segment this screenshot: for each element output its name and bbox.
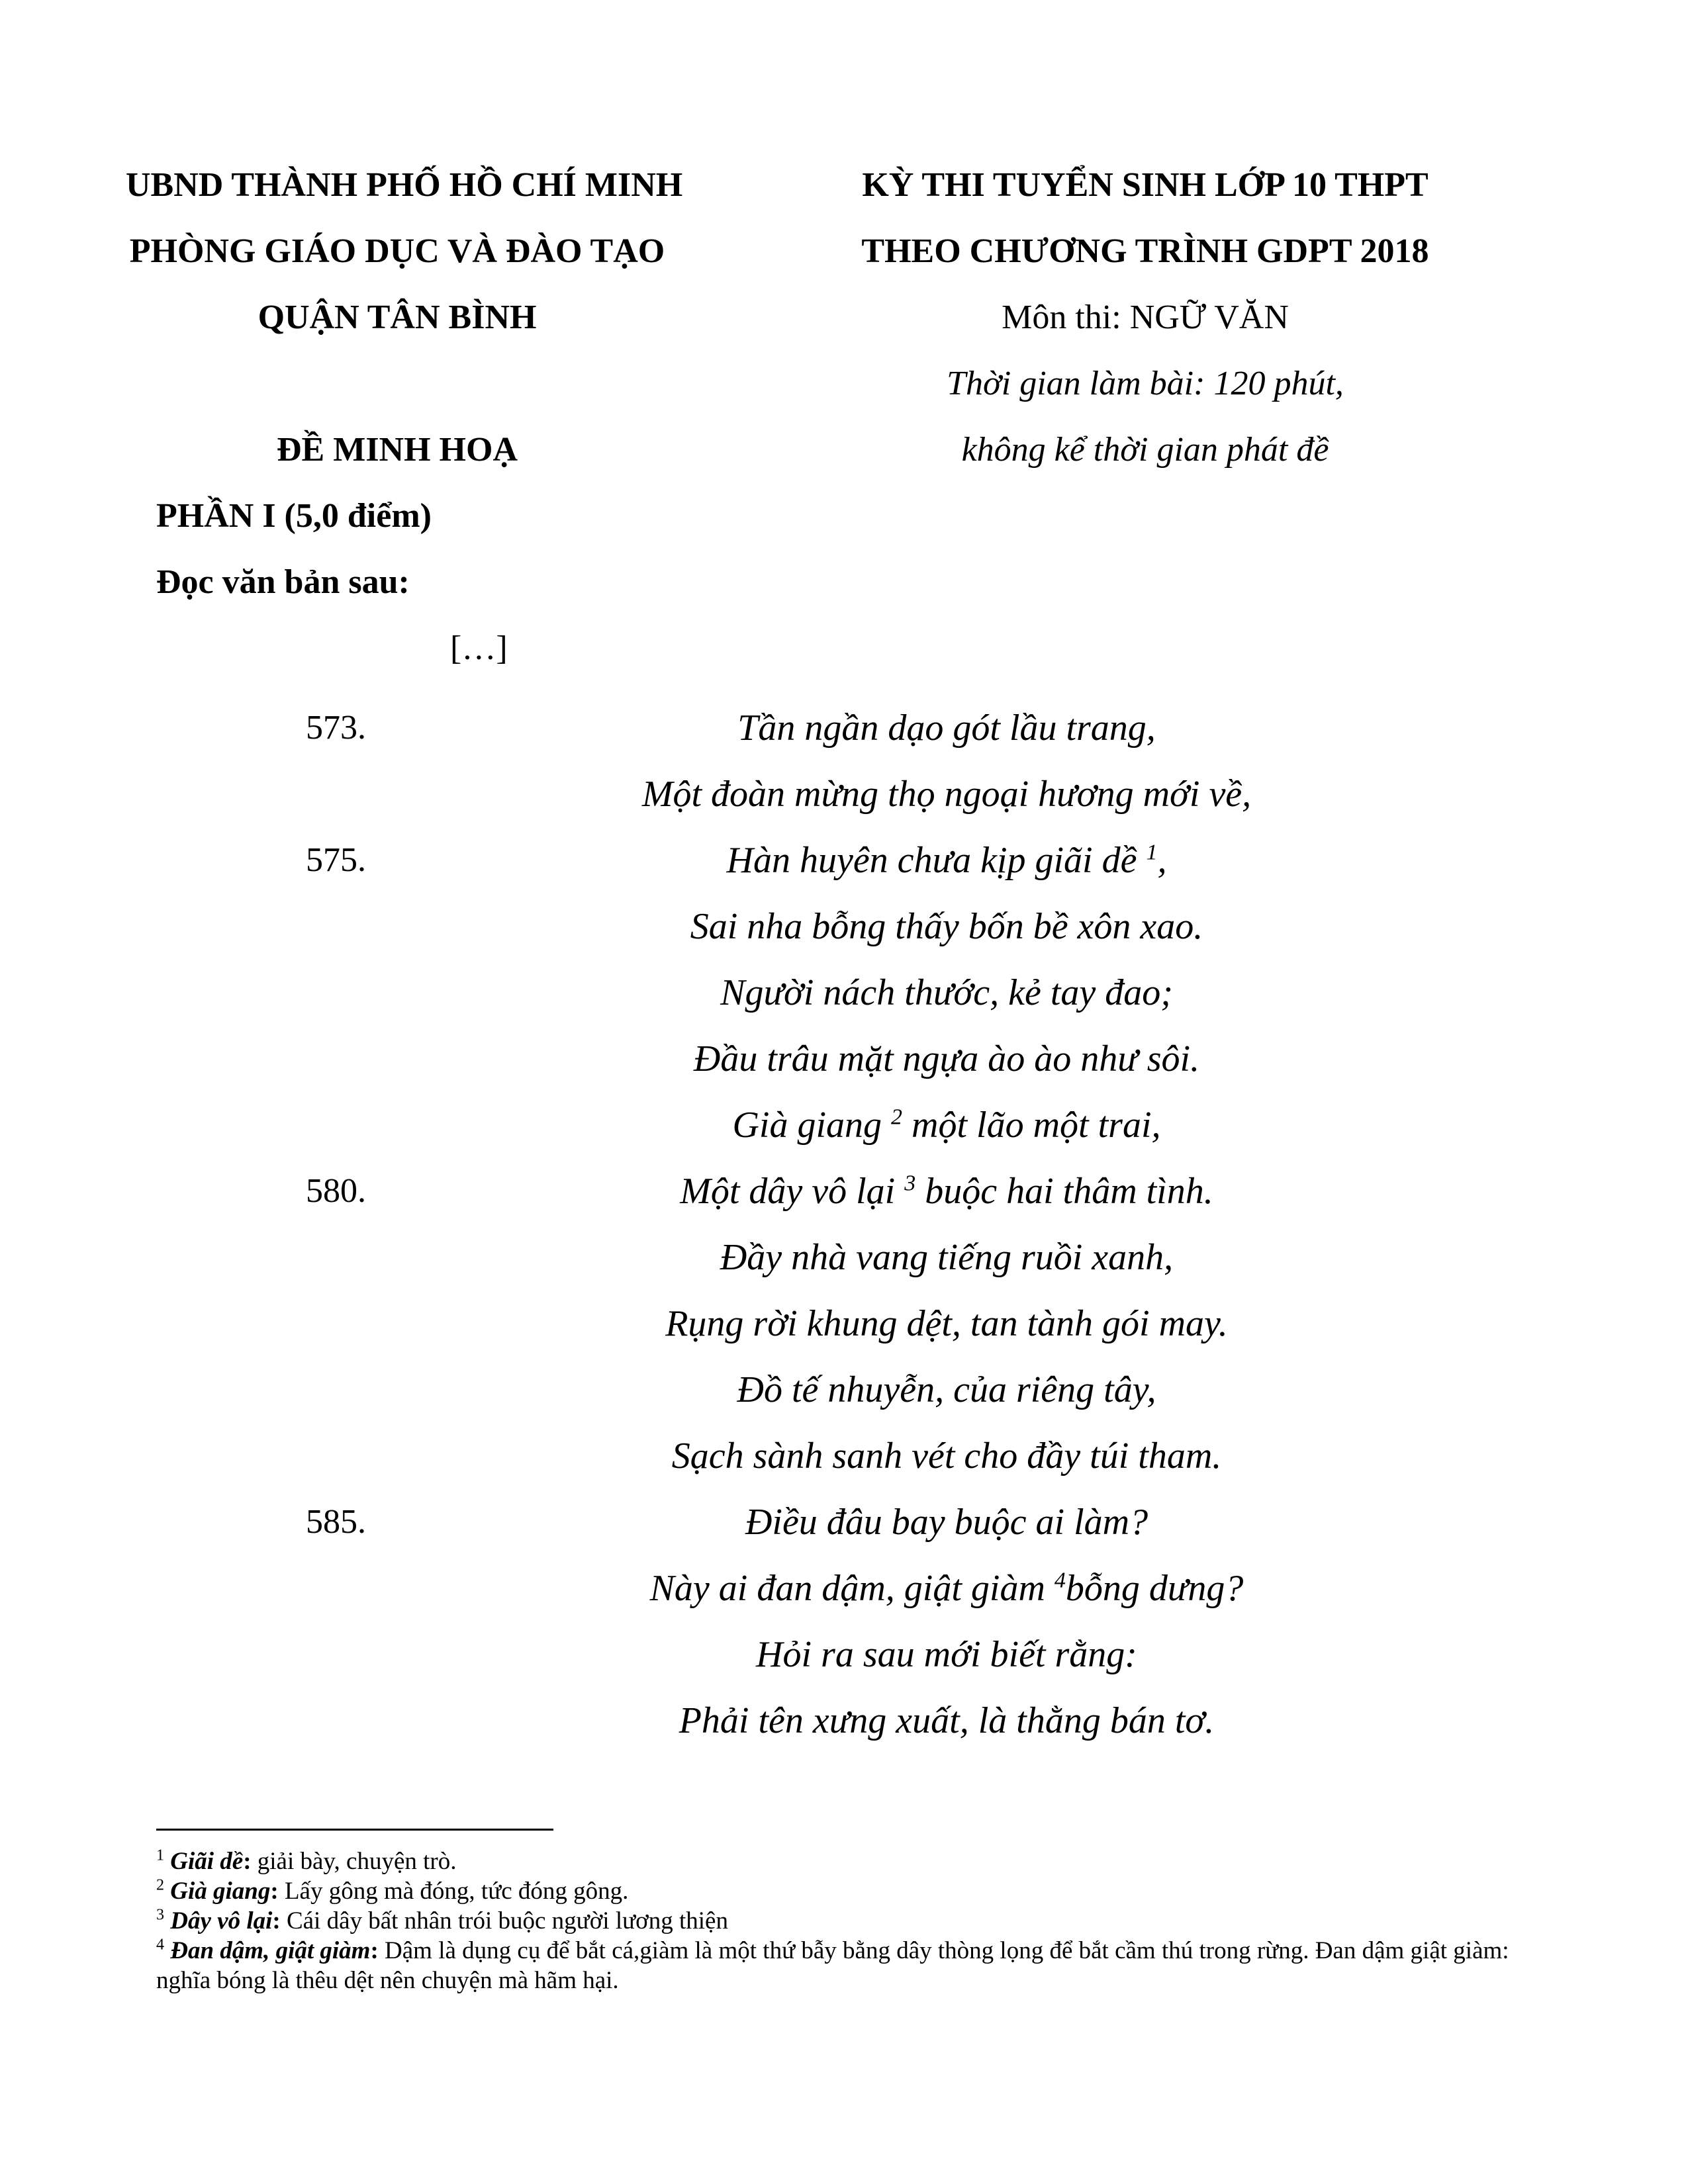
verse-text: Rụng rời khung dệt, tan tành gói may. bbox=[665, 1303, 1228, 1344]
poem-line bbox=[0, 1489, 1688, 1555]
authority-line-1: UBND THÀNH PHỐ HỒ CHÍ MINH bbox=[126, 166, 683, 204]
poem-line bbox=[0, 695, 1688, 761]
section-title: PHẦN I (5,0 điểm) bbox=[156, 497, 432, 535]
poem-line bbox=[0, 761, 1688, 827]
exam-time-line-2: không kể thời gian phát đề bbox=[961, 431, 1329, 469]
line-number: 573. bbox=[306, 709, 366, 747]
verse-text: Phải tên xưng xuất, là thằng bán tơ. bbox=[679, 1700, 1215, 1741]
verse-text: Sạch sành sanh vét cho đầy túi tham. bbox=[671, 1435, 1222, 1477]
line-number: 585. bbox=[306, 1503, 366, 1541]
exam-title-line-2: THEO CHƯƠNG TRÌNH GDPT 2018 bbox=[861, 232, 1429, 270]
authority-line-3: QUẬN TÂN BÌNH bbox=[258, 298, 537, 336]
footnote-ref: 4 bbox=[1054, 1568, 1066, 1593]
line-number: 580. bbox=[306, 1172, 366, 1210]
verse-text: Già giang $^2$ một lão một trai, bbox=[732, 1105, 1161, 1146]
line-number: 575. bbox=[306, 841, 366, 879]
verse-text: Đầy nhà vang tiếng ruồi xanh, bbox=[720, 1237, 1174, 1278]
poem-line bbox=[0, 827, 1688, 893]
poem-line bbox=[0, 1026, 1688, 1092]
footnote: $^3$ Dây vô lại: Cái dây bất nhân trói buộc người lương thiện bbox=[156, 1906, 728, 1934]
verse-text: Đồ tế nhuyễn, của riêng tây, bbox=[737, 1369, 1156, 1410]
exam-type-label: ĐỀ MINH HOẠ bbox=[277, 431, 518, 469]
poem-line bbox=[0, 893, 1688, 960]
verse-text: Một dây vô lại $^3$ buộc hai thâm tình. bbox=[680, 1171, 1213, 1212]
footnote: $^2$ Già giang: Lấy gông mà đóng, tức đóng gông. bbox=[156, 1876, 629, 1905]
footnote: $^1$ Giãi dề: giải bày, chuyện trò. bbox=[156, 1846, 457, 1875]
verse-text: Hàn huyên chưa kịp giãi dề $^1$, bbox=[726, 840, 1167, 881]
poem-line bbox=[0, 960, 1688, 1026]
footnotes bbox=[156, 1846, 1533, 1995]
poem-line bbox=[0, 1224, 1688, 1291]
exam-subject: Môn thi: NGỮ VĂN bbox=[1002, 298, 1289, 336]
poem-line bbox=[0, 1357, 1688, 1423]
exam-title-line-1: KỲ THI TUYỂN SINH LỚP 10 THPT bbox=[862, 166, 1429, 204]
verse-text: Sai nha bỗng thấy bốn bề xôn xao. bbox=[690, 906, 1203, 947]
poem-line bbox=[0, 1291, 1688, 1357]
reading-instruction: Đọc văn bản sau: bbox=[156, 563, 410, 601]
footnote: $^4$ Đan dậm, giật giàm: Dậm là dụng cụ để bắt cá,giàm là một thứ bẫy bằng dây thòng lọng để bắt cầm thú trong rừng. Đan dậm giật giàm: nghĩa bóng là thêu dệt nên chuyện mà hãm hại. bbox=[156, 1936, 1509, 1994]
omission-marker: […] bbox=[450, 629, 508, 667]
exam-info bbox=[748, 152, 1542, 483]
verse-text: Một đoàn mừng thọ ngoại hương mới về, bbox=[641, 774, 1252, 815]
poem-line bbox=[0, 1423, 1688, 1489]
poem-line bbox=[0, 1158, 1688, 1224]
authority-line-2: PHÒNG GIÁO DỤC VÀ ĐÀO TẠO bbox=[129, 232, 665, 270]
poem-line bbox=[0, 1092, 1688, 1158]
footnote-ref: 2 bbox=[891, 1105, 903, 1130]
poem-line bbox=[0, 1555, 1688, 1621]
verse-text: Hỏi ra sau mới biết rằng: bbox=[756, 1634, 1137, 1675]
footnote-separator bbox=[156, 1829, 553, 1831]
verse-text: Này ai đan dậm, giật giàm $^4$bỗng dưng? bbox=[649, 1568, 1244, 1609]
verse-text: Điều đâu bay buộc ai làm? bbox=[745, 1502, 1149, 1543]
verse-text: Tần ngần dạo gót lầu trang, bbox=[737, 707, 1156, 749]
footnote-ref: 3 bbox=[904, 1171, 916, 1196]
poem-line bbox=[0, 1621, 1688, 1688]
exam-time-line-1: Thời gian làm bài: 120 phút, bbox=[947, 365, 1344, 402]
footnote-ref: 1 bbox=[1146, 840, 1158, 865]
poem-line bbox=[0, 1688, 1688, 1754]
issuing-authority bbox=[126, 152, 683, 351]
verse-text: Đầu trâu mặt ngựa ào ào như sôi. bbox=[693, 1038, 1200, 1079]
verse-text: Người nách thước, kẻ tay đao; bbox=[720, 972, 1173, 1013]
